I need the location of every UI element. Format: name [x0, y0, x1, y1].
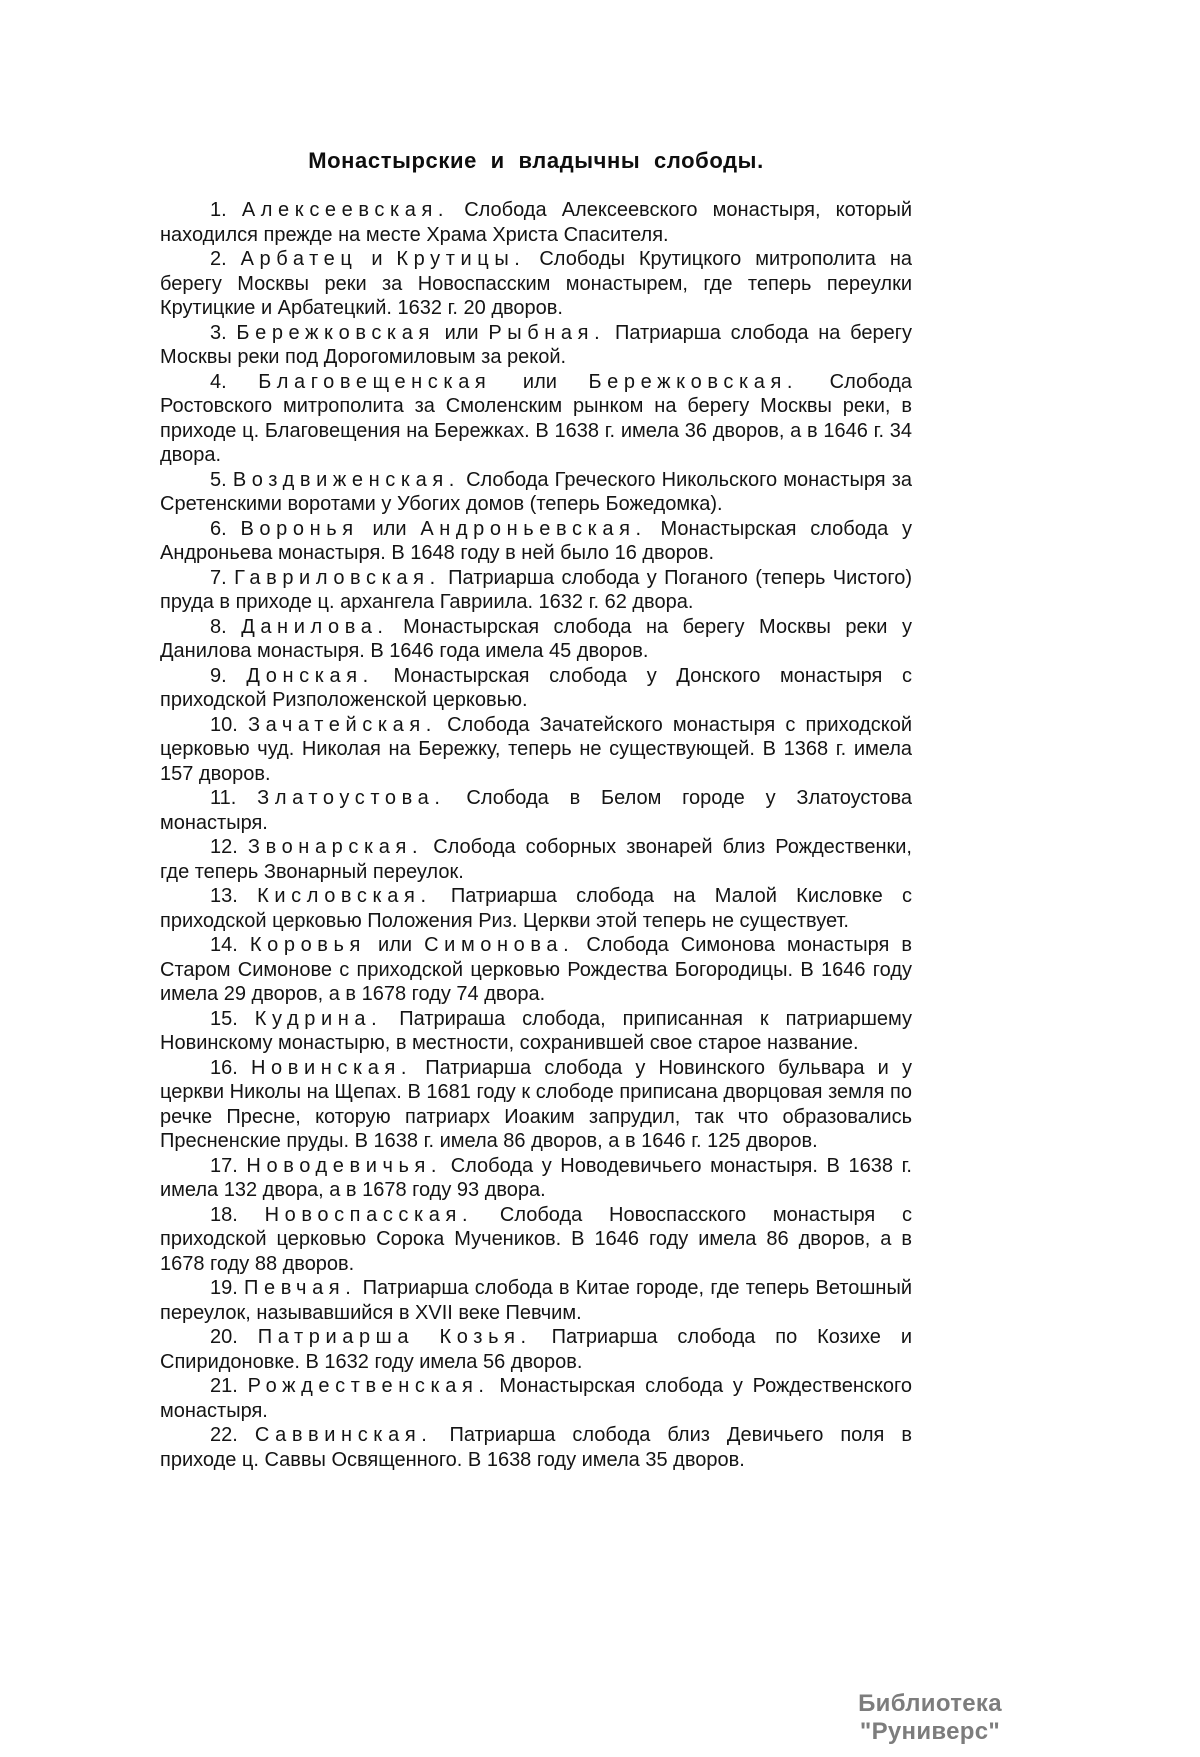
- item-name: Рождественская.: [247, 1375, 490, 1397]
- item-alt-name: Бережковская.: [588, 370, 799, 393]
- item-conjunction: и: [371, 248, 383, 270]
- item-text: Слобода Греческого Никольского монастыря за Сретенскими воротами у Убогих домов (теперь Божедомка).: [160, 468, 913, 515]
- item-name: Арбатец: [240, 248, 358, 270]
- item-text: Монастырская слобода у Андроньева монастыря. В 1648 году в ней было 16 дворов.: [160, 517, 913, 564]
- item-number: 13.: [210, 885, 238, 907]
- item-alt-name: Андроньевская.: [420, 517, 647, 540]
- item-name: Благовещенская: [258, 370, 492, 393]
- item-name: Новоспасская.: [264, 1203, 474, 1226]
- item-number: 17.: [210, 1154, 238, 1177]
- item-name: Коровья: [249, 934, 366, 956]
- item-number: 12.: [210, 836, 238, 858]
- item-text: Слобода соборных звонарей близ Рождественки, где теперь Звонарный переулок.: [160, 836, 912, 883]
- item-name: Данилова.: [241, 615, 389, 638]
- list-item: [160, 1007, 912, 1056]
- item-number: 9.: [210, 664, 227, 687]
- item-number: 4.: [210, 370, 227, 393]
- item-text: Патриарша слобода в Китае городе, где теперь Ветошный переулок, называвшийся в XVII веке Певчим.: [160, 1277, 912, 1324]
- item-name: Алексеевская.: [241, 199, 450, 221]
- item-number: 6.: [210, 517, 227, 540]
- list-item: [160, 933, 912, 1007]
- list-item: [160, 615, 912, 664]
- item-number: 15.: [210, 1007, 238, 1030]
- item-name: Саввинская.: [254, 1424, 433, 1446]
- item-name: Кудрина.: [254, 1007, 383, 1030]
- item-number: 14.: [210, 934, 238, 956]
- item-name: Новинская.: [250, 1056, 413, 1079]
- item-name: Донская.: [246, 664, 374, 687]
- item-number: 22.: [210, 1424, 238, 1446]
- text-block: [160, 148, 912, 1472]
- list-item: [160, 1325, 912, 1374]
- item-number: 3.: [210, 321, 227, 344]
- item-name: Воронья: [240, 517, 359, 540]
- list-item: [160, 370, 912, 468]
- list-item: [160, 321, 912, 370]
- item-text: Слобода Ростовского митрополита за Смоленским рынком на берегу Москвы реки, в приходе ц. Благовещения на Бережках. В 1638 г. имела 36 дворов, а в 1646 г. 34 двора.: [160, 370, 913, 466]
- item-text: Патрираша слобода, приписанная к патриаршему Новинскому монастырю, в местности, сохранившей свое старое название.: [160, 1007, 913, 1054]
- item-name: Звонарская.: [247, 836, 424, 858]
- item-name: Гавриловская.: [234, 566, 441, 589]
- item-number: 8.: [210, 615, 227, 638]
- page-title: Монастырские и владычны слободы.: [308, 148, 764, 173]
- item-name: Кисловская.: [257, 885, 432, 907]
- item-text: Патриарша слобода на Малой Кисловке с приходской церковью Положения Риз. Церкви этой теперь не существует.: [160, 885, 912, 932]
- item-number: 21.: [210, 1375, 238, 1397]
- item-text: Монастырская слобода на берегу Москвы реки у Данилова монастыря. В 1646 года имела 45 дворов.: [160, 615, 912, 662]
- list-item: [160, 517, 912, 566]
- item-conjunction: или: [444, 321, 479, 344]
- list-item: [160, 1423, 912, 1472]
- item-text: Слобода в Белом городе у Златоустова монастыря.: [160, 787, 913, 834]
- item-name: Бережковская: [236, 321, 435, 344]
- library-watermark: Библиотека "Руниверс": [858, 1690, 1002, 1745]
- item-text: Слобода Алексеевского монастыря, который находился прежде на месте Храма Христа Спасителя.: [160, 199, 913, 246]
- item-conjunction: или: [522, 370, 557, 393]
- item-number: 5.: [210, 468, 227, 491]
- list-item: [160, 1374, 912, 1423]
- list-item: [160, 835, 912, 884]
- list-item: [160, 198, 912, 247]
- list-item: [160, 1203, 912, 1277]
- item-text: Слобода Симонова монастыря в Старом Симонове с приходской церковью Рождества Богородицы. В 1646 году имела 29 дворов, а в 1678 году 74 двора.: [160, 934, 912, 1005]
- item-number: 19.: [210, 1277, 238, 1299]
- list-item: [160, 664, 912, 713]
- item-alt-name: Крутицы.: [396, 248, 526, 270]
- item-name: Воздвиженская.: [232, 468, 460, 491]
- item-text: Патриарша слобода по Козихе и Спиридоновке. В 1632 году имела 56 дворов.: [160, 1326, 912, 1373]
- item-conjunction: или: [372, 517, 407, 540]
- item-conjunction: или: [378, 934, 413, 956]
- list-item: [160, 713, 912, 787]
- item-number: 18.: [210, 1203, 238, 1226]
- list-item: [160, 468, 912, 517]
- item-number: 11.: [210, 787, 237, 809]
- item-number: 20.: [210, 1326, 238, 1348]
- item-number: 7.: [210, 566, 227, 589]
- list-item: [160, 1154, 912, 1203]
- list-item: [160, 1056, 912, 1154]
- item-text: Патриарша слобода у Новинского бульвара и у церкви Николы на Щепах. В 1681 году к слободе приписана дворцовая земля по речке Пресне, которую патриарх Иоаким запрудил, так что образовались Пресненские пруды. В 1638 г. имела 86 дворов, а в 1646 г. 125 дворов.: [160, 1056, 912, 1152]
- item-text: Слобода Зачатейского монастыря с приходской церковью чуд. Николая на Бережку, теперь не существующей. В 1368 г. имела 157 дворов.: [160, 713, 913, 785]
- item-name: Зачатейская.: [247, 713, 437, 736]
- item-name: Патриарша Козья.: [257, 1326, 532, 1348]
- list-item: [160, 884, 912, 933]
- list-item: [160, 247, 912, 321]
- item-text: Слобода у Новодевичьего монастыря. В 1638 г. имела 132 двора, а в 1678 году 93 двора.: [160, 1154, 912, 1201]
- item-text: Слобода Новоспасского монастыря с приходской церковью Сорока Мучеников. В 1646 году имела 86 дворов, а в 1678 году 88 дворов.: [160, 1203, 912, 1275]
- item-text: Монастырская слобода у Рождественского монастыря.: [160, 1375, 913, 1422]
- item-text: Патриарша слобода на берегу Москвы реки под Дорогомиловым за рекой.: [160, 321, 912, 368]
- item-number: 10.: [210, 713, 238, 736]
- item-number: 2.: [210, 248, 227, 270]
- item-text: Патриарша слобода у Поганого (теперь Чистого) пруда в приходе ц. архангела Гавриила. 1632 г. 62 двора.: [160, 566, 912, 613]
- list-item: [160, 1276, 912, 1325]
- item-text: Слободы Крутицкого митрополита на берегу Москвы реки за Новоспасским монастырем, где теперь переулки Крутицкие и Арбатецкий. 1632 г. 20 дворов.: [160, 248, 912, 319]
- item-text: Патриарша слобода близ Девичьего поля в приходе ц. Саввы Освященного. В 1638 году имела 35 дворов.: [160, 1424, 913, 1471]
- item-name: Новодевичья.: [246, 1154, 443, 1177]
- item-name: Златоустова.: [257, 787, 446, 809]
- list-item: [160, 786, 912, 835]
- item-alt-name: Рыбная.: [488, 321, 606, 344]
- item-number: 16.: [210, 1056, 238, 1079]
- item-alt-name: Симонова.: [424, 934, 575, 956]
- item-number: 1.: [210, 199, 227, 221]
- item-name: Певчая.: [244, 1277, 357, 1299]
- list-item: [160, 566, 912, 615]
- item-text: Монастырская слобода у Донского монастыря с приходской Ризположенской церковью.: [160, 664, 913, 711]
